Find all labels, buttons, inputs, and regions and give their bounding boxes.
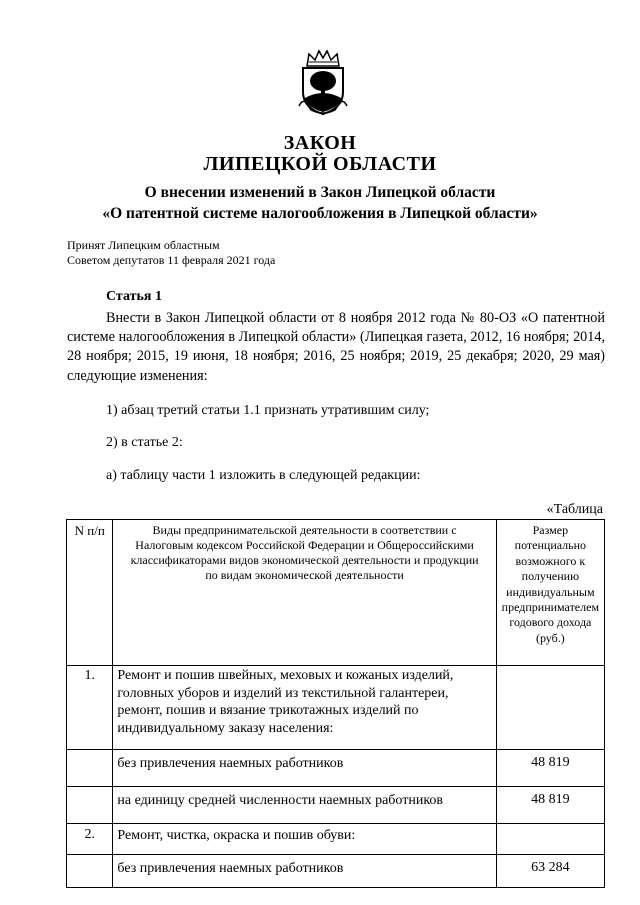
row-num <box>67 855 113 888</box>
row-activity: без привлечения наемных работников <box>113 855 496 888</box>
adoption-note <box>67 238 275 268</box>
header-activity: Виды предпринимательской деятельности в соответствии с Налоговым кодексом Российской Федерации и Общероссийскими классификаторами видов экономической деятельности и продукции по видам экономической деятельности <box>113 520 496 666</box>
lipetsk-coat-of-arms-icon <box>297 48 349 116</box>
row-num: 1. <box>67 666 113 750</box>
income-table <box>66 519 605 888</box>
article-intro-paragraph: Внести в Закон Липецкой области от 8 ноября 2012 года № 80-ОЗ «О патентной системе налогообложения в Липецкой области» (Липецкая газета, 2012, 16 ноября; 2014, 28 ноября; 2015, 19 июня, 18 ноября; 2016, 25 ноября; 2019, 25 декабря; 2020, 29 мая) следующие изменения: <box>67 310 605 384</box>
row-activity: без привлечения наемных работников <box>113 750 496 787</box>
table-row <box>67 666 605 750</box>
row-activity: на единицу средней численности наемных работников <box>113 787 496 824</box>
row-num <box>67 787 113 824</box>
adoption-line1: Принят Липецким областным <box>67 238 220 252</box>
article-heading: Статья 1 <box>106 289 162 304</box>
article-item-3: а) таблицу части 1 изложить в следующей редакции: <box>106 468 421 483</box>
row-num: 2. <box>67 824 113 855</box>
adoption-line2: Советом депутатов 11 февраля 2021 года <box>67 253 276 267</box>
law-subtitle-line1: О внесении изменений в Закон Липецкой области <box>144 184 496 201</box>
row-activity: Ремонт, чистка, окраска и пошив обуви: <box>113 824 496 855</box>
row-activity: Ремонт и пошив швейных, меховых и кожаных изделий, головных уборов и изделий из текстильной галантереи, ремонт, пошив и вязание трикотажных изделий по индивидуальному заказу населения: <box>113 666 496 750</box>
article-item-1: 1) абзац третий статьи 1.1 признать утратившим силу; <box>106 403 430 418</box>
header-num: N п/п <box>67 520 113 666</box>
table-row <box>67 787 605 824</box>
row-value <box>496 666 604 750</box>
article-item-2: 2) в статье 2: <box>106 435 183 450</box>
table-row <box>67 750 605 787</box>
row-value: 63 284 <box>496 855 604 888</box>
row-num <box>67 750 113 787</box>
table-row <box>67 824 605 855</box>
law-subtitle-line2: «О патентной системе налогообложения в Липецкой области» <box>102 205 538 222</box>
header-income-size: Размер потенциально возможного к получению индивидуальным предпринимателем годового дохода (руб.) <box>496 520 604 666</box>
law-region: ЛИПЕЦКОЙ ОБЛАСТИ <box>203 153 437 175</box>
table-header-row <box>67 520 605 666</box>
table-caption: «Таблица <box>546 502 603 517</box>
row-value <box>496 824 604 855</box>
row-value: 48 819 <box>496 750 604 787</box>
row-value: 48 819 <box>496 787 604 824</box>
table-row <box>67 855 605 888</box>
law-title: ЗАКОН <box>283 132 357 154</box>
